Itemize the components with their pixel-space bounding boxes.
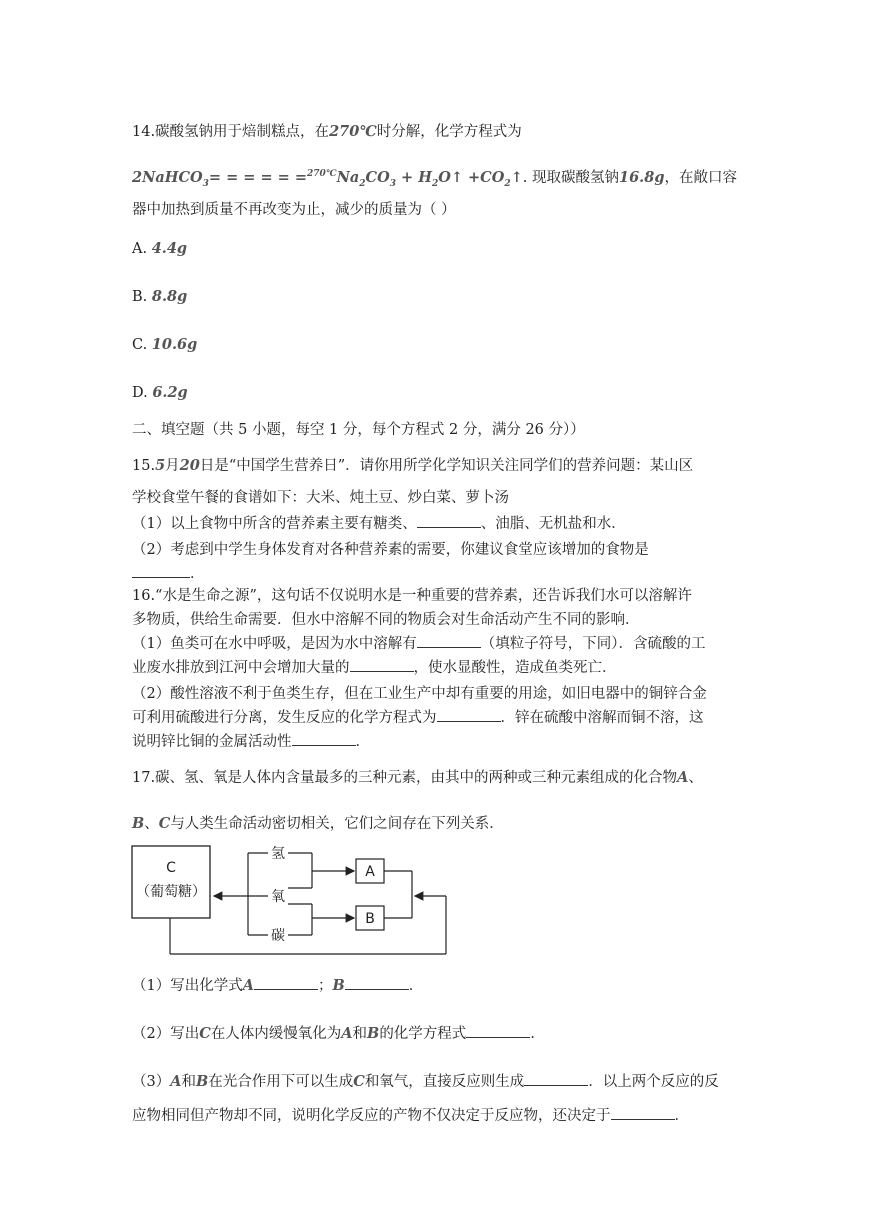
box-c xyxy=(132,846,210,918)
q17-sub3-line2: 应物相同但产物却不同，说明化学反应的产物不仅决定于反应物，还决定于 ． xyxy=(132,1108,689,1124)
q16-line2: 多物质，供给生命需要．但水中溶解不同的物质会对生命活动产生不同的影响． xyxy=(132,612,640,628)
q15-line2: 学校食堂午餐的食谱如下：大米、炖土豆、炒白菜、萝卜汤 xyxy=(132,490,509,506)
answer-blank[interactable] xyxy=(292,744,356,746)
answer-blank[interactable] xyxy=(132,576,190,578)
element-oxygen: 氧 xyxy=(271,889,285,905)
answer-blank[interactable] xyxy=(417,646,481,648)
q15-line4: （2）考虑到中学生身体发育对各种营养素的需要，你建议食堂应该增加的食物是 xyxy=(132,542,649,558)
q17-sub1: （1）写出化学式A ；B ． xyxy=(132,977,424,994)
answer-blank[interactable] xyxy=(254,988,318,990)
q15-line3: （1）以上食物中所含的营养素主要有糖类、 、油脂、无机盐和水． xyxy=(132,516,626,532)
answer-blank[interactable] xyxy=(417,526,481,528)
section-heading: 二、填空题（共 5 小题，每空 1 分，每个方程式 2 分，满分 26 分）） xyxy=(132,422,585,438)
box-c-name: （葡萄糖） xyxy=(136,884,206,900)
q14-option-c[interactable]: C. 10.6g xyxy=(132,336,198,353)
answer-blank[interactable] xyxy=(466,1036,530,1038)
q14-text: 时分解，化学方程式为 xyxy=(376,124,522,140)
q16-line7: 说明锌比铜的金属活动性 ． xyxy=(132,734,370,750)
q14-stem-line1 xyxy=(132,120,522,141)
box-b-label: B xyxy=(365,911,375,927)
box-c-letter: C xyxy=(166,860,176,876)
q14-option-b[interactable]: B. 8.8g xyxy=(132,288,188,305)
q14-equation: 2NaHCO$_3$= = = = = $=^{270℃}Na_2CO_3$ + $H_2O↑$ $+CO_2↑$ xyxy=(132,169,523,189)
q14-text: . 现取碳酸氢钠 xyxy=(522,170,619,186)
q16-line1: 16.“水是生命之源”，这句话不仅说明水是一种重要的营养素，还告诉我们水可以溶解许 xyxy=(132,588,692,604)
q15-line1: 15.5月20日是“中国学生营养日”．请你用所学化学知识关注同学们的营养问题：某山区 xyxy=(132,457,694,474)
answer-blank[interactable] xyxy=(524,1084,588,1086)
answer-blank[interactable] xyxy=(611,1118,675,1120)
q15-line5: ． xyxy=(132,562,205,583)
q14-stem-line3: 器中加热到质量不再改变为止，减少的质量为（ ） xyxy=(132,202,456,218)
q17-sub3: （3）A和B在光合作用下可以生成C和氧气，直接反应则生成 ．以上两个反应的反 xyxy=(132,1073,719,1090)
q14-equation-line xyxy=(132,166,737,189)
answer-blank[interactable] xyxy=(437,720,501,722)
q17-line2: B、C与人类生命活动密切相关，它们之间存在下列关系． xyxy=(132,815,504,832)
element-hydrogen: 氢 xyxy=(271,846,285,862)
relationship-diagram xyxy=(130,842,450,958)
box-a-label: A xyxy=(365,864,375,880)
q16-line5: （2）酸性溶液不利于鱼类生存，但在工业生产中却有重要的用途，如旧电器中的铜锌合金 xyxy=(132,686,707,702)
q14-text: 14.碳酸氢钠用于焙制糕点，在 xyxy=(132,124,330,140)
q14-text: ，在敞口容 xyxy=(664,170,737,186)
q14-mass: 16.8g xyxy=(619,169,665,186)
q17-sub2: （2）写出C在人体内缓慢氧化为A和B的化学方程式 ． xyxy=(132,1025,545,1042)
q14-temperature: 270℃ xyxy=(329,123,377,140)
q16-line6: 可利用硫酸进行分离，发生反应的化学方程式为 ．锌在硫酸中溶解而铜不溶，这 xyxy=(132,710,704,726)
q16-line3: （1）鱼类可在水中呼吸，是因为水中溶解有 （填粒子符号，下同）．含硫酸的工 xyxy=(132,636,706,652)
q14-option-a[interactable]: A. 4.4g xyxy=(132,240,188,257)
q16-line4: 业废水排放到江河中会增加大量的 ，使水显酸性，造成鱼类死亡． xyxy=(132,660,617,676)
q14-option-d[interactable]: D. 6.2g xyxy=(132,384,188,401)
answer-blank[interactable] xyxy=(350,670,414,672)
answer-blank[interactable] xyxy=(345,988,409,990)
element-carbon: 碳 xyxy=(271,928,285,944)
q17-line1: 17.碳、氢、氧是人体内含量最多的三种元素，由其中的两种或三种元素组成的化合物A、 xyxy=(132,769,703,786)
